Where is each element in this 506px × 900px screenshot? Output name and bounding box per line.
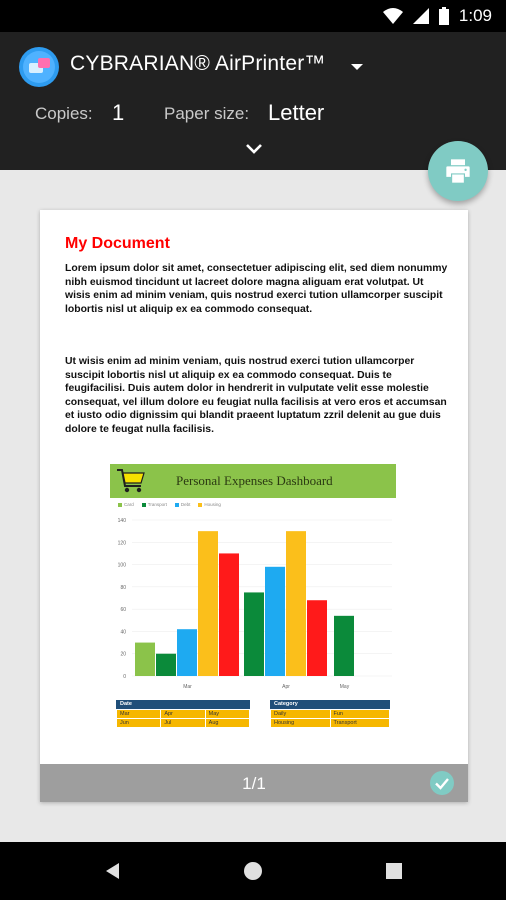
app-bar [0,32,506,170]
chart-legend [118,502,221,507]
paper-size-value[interactable]: Letter [268,100,325,125]
slicer-cell[interactable]: Transport [331,719,390,727]
navigation-bar [0,842,506,900]
y-tick-label: 40 [120,629,126,636]
chart-bar [198,531,218,676]
y-tick-label: 100 [117,562,126,569]
document-paragraph: Lorem ipsum dolor sit amet, consectetuer adipiscing elit, sed diem nonummy nibh euismod tincidunt ut lacreet dolore magna aliguam erat volutpat. Ut wisis enim ad minim veniam, quis nostrud exerci tution ullamcorper suscipit lobortis nisl ut aliquip ex ea commodo consequat. [65,263,448,315]
chart-bar [219,553,239,676]
battery-icon [439,7,449,25]
print-button[interactable] [428,141,488,201]
y-tick-label: 120 [117,540,126,547]
legend-item [142,502,167,507]
chart-bar [286,531,306,676]
legend-label: Housing [204,502,221,507]
copies-label: Copies: [35,104,93,123]
legend-label: Debt [180,502,191,507]
y-tick-label: 140 [117,518,126,524]
category-slicer-grid [270,709,390,728]
wifi-icon [383,8,403,24]
page-selected-check[interactable] [430,771,454,795]
legend-label: Transport [147,502,167,507]
x-tick-label: Apr [282,684,290,690]
expenses-dashboard [110,464,396,734]
slicer-cell[interactable]: Aug [206,719,249,727]
expenses-bar-chart [110,510,396,692]
clock-time: 1:09 [458,6,492,25]
legend-item [175,502,191,507]
app-title[interactable]: CYBRARIAN® AirPrinter™ [70,52,326,75]
chevron-down-icon[interactable] [242,136,266,160]
legend-item [118,502,134,507]
category-slicer-header: Category [270,700,390,709]
document-paragraph: Ut wisis enim ad minim veniam, quis nostrud exerci tution ullamcorper suscipit lobortis nisl ut aliquip ex ea commodo consequat. Duis te feugifacilisi. Duis autem dolor in hendrerit in vulputate velit esse molestie consequat, vel illum dolore eu feugiat nulla facilisis at vero eros et accumsan et iusto odio dignissim qui blandit praeent luptatum zzril delenit au gue duis dolore te feugat nulla facilisis. [65,356,447,435]
date-slicer-grid [116,709,250,728]
legend-label: Card [124,502,134,507]
slicer-cell[interactable]: Fun [331,710,390,718]
signal-icon [413,8,429,24]
chart-bar [135,643,155,676]
print-icon [444,157,472,185]
cart-icon [116,467,146,495]
back-icon[interactable] [102,860,124,882]
status-icons [383,6,492,26]
y-tick-label: 20 [120,651,126,658]
dropdown-caret-icon[interactable] [347,57,367,77]
y-tick-label: 80 [120,584,126,591]
slicer-cell[interactable]: May [206,710,249,718]
page-footer [40,764,468,802]
date-slicer-header: Date [116,700,250,709]
slicer-cell[interactable]: Jul [161,719,204,727]
x-tick-label: May [339,684,350,690]
chart-bar [177,629,197,676]
chart-bar [334,616,354,676]
document-title: My Document [65,235,170,252]
slicer-cell[interactable]: Housing [271,719,330,727]
y-tick-label: 60 [120,607,126,614]
recents-icon[interactable] [383,860,405,882]
chart-bar [265,567,285,676]
category-slicer [270,700,390,728]
page-indicator: 1/1 [242,774,266,793]
dashboard-title: Personal Expenses Dashboard [176,473,333,488]
app-logo-icon [18,46,60,88]
chart-bar [244,592,264,676]
legend-item [198,502,221,507]
dashboard-header [110,464,396,498]
status-bar [0,0,506,32]
check-icon [430,771,454,795]
page-preview[interactable] [40,210,468,802]
chart-bar [156,654,176,676]
chart-bar [307,600,327,676]
paper-size-label: Paper size: [164,104,250,123]
y-tick-label: 0 [123,674,126,680]
slicer-cell[interactable]: Apr [161,710,204,718]
slicer-cell[interactable]: Mar [117,710,160,718]
slicer-cell[interactable]: Jun [117,719,160,727]
copies-value[interactable]: 1 [112,100,125,125]
x-tick-label: Mar [183,684,192,690]
slicer-cell[interactable]: Daily [271,710,330,718]
date-slicer [116,700,250,728]
home-icon[interactable] [242,860,264,882]
